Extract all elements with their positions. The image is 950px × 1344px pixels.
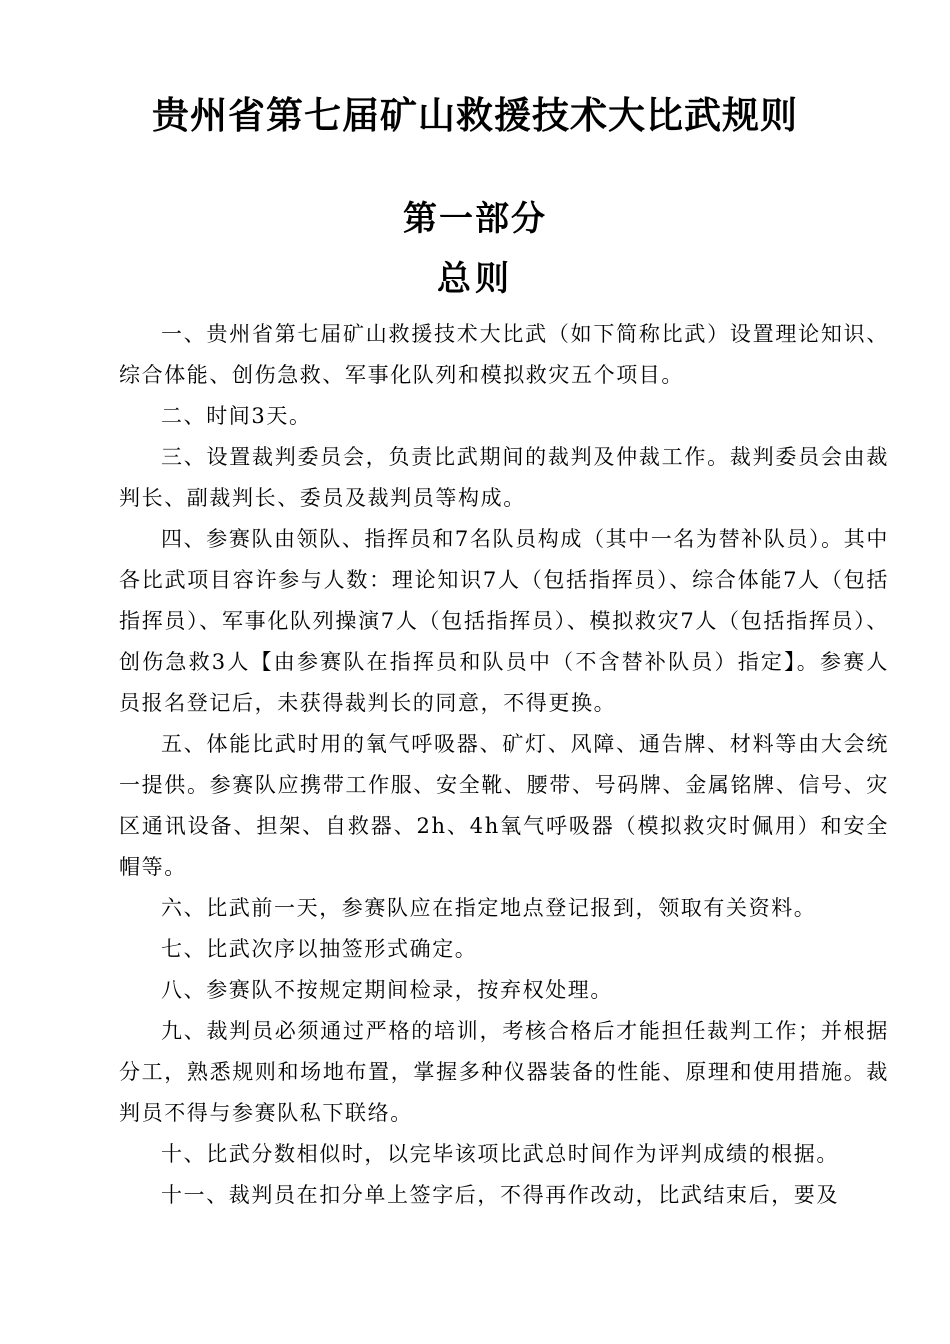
paragraph-8: 八、参赛队不按规定期间检录，按弃权处理。 <box>161 978 613 1002</box>
paragraph-7: 七、比武次序以抽签形式确定。 <box>161 937 478 961</box>
document-body <box>119 314 889 1216</box>
paragraph-4: 四、参赛队由领队、指挥员和7名队员构成（其中一名为替补队员）。其中各比武项目容许参与人数：理论知识7人（包括指挥员）、综合体能7人（包括指挥员）、军事化队列操演7人（包括指挥员）、模拟救灾7人（包括指挥员）、创伤急救3人【由参赛队在指挥员和队员中（不含替补队员）指定】。参赛人员报名登记后，未获得裁判长的同意，不得更换。 <box>119 527 889 715</box>
paragraph-9: 九、裁判员必须通过严格的培训，考核合格后才能担任裁判工作；并根据分工，熟悉规则和场地布置，掌握多种仪器装备的性能、原理和使用措施。裁判员不得与参赛队私下联络。 <box>119 1019 889 1125</box>
paragraph-6: 六、比武前一天，参赛队应在指定地点登记报到，领取有关资料。 <box>161 896 817 920</box>
document-title: 贵州省第七届矿山救援技术大比武规则 <box>152 93 798 137</box>
paragraph-10: 十、比武分数相似时，以完毕该项比武总时间作为评判成绩的根据。 <box>161 1142 839 1166</box>
part-heading: 第一部分 <box>403 199 547 239</box>
paragraph-11: 十一、裁判员在扣分单上签字后，不得再作改动，比武结束后，要及 <box>161 1183 839 1207</box>
paragraph-2: 二、时间3天。 <box>161 404 312 428</box>
paragraph-1: 一、贵州省第七届矿山救援技术大比武（如下简称比武）设置理论知识、综合体能、创伤急救、军事化队列和模拟救灾五个项目。 <box>119 322 889 387</box>
section-heading: 总则 <box>437 259 513 299</box>
paragraph-3: 三、设置裁判委员会，负责比武期间的裁判及仲裁工作。裁判委员会由裁判长、副裁判长、委员及裁判员等构成。 <box>119 445 889 510</box>
paragraph-5: 五、体能比武时用的氧气呼吸器、矿灯、风障、通告牌、材料等由大会统一提供。参赛队应携带工作服、安全靴、腰带、号码牌、金属铭牌、信号、灾区通讯设备、担架、自救器、2h、4h氧气呼吸器（模拟救灾时佩用）和安全帽等。 <box>119 732 889 879</box>
